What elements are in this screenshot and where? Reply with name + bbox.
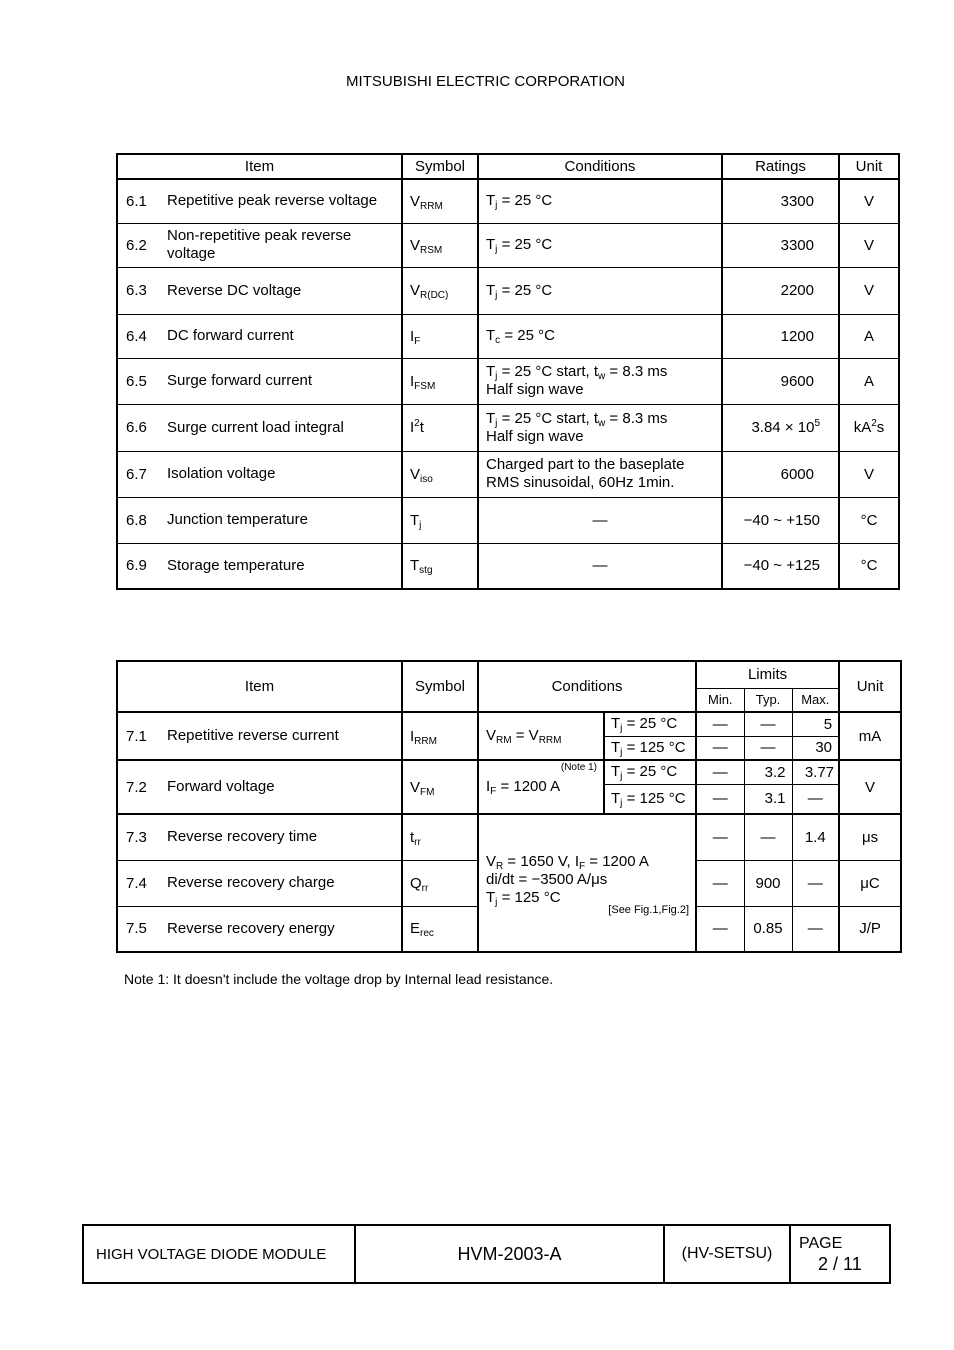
row-symbol: $V_{RRM}$ (402, 179, 478, 223)
header-conditions: Conditions (478, 661, 696, 712)
row-conditions: — (478, 497, 722, 543)
row-conditions: — (478, 543, 722, 589)
row-symbol: $Q_{rr}$ (402, 860, 478, 906)
ratings-table (116, 153, 900, 590)
row-conditions: $T_j = 25$ °C (478, 179, 722, 223)
row-item: Isolation voltage (163, 451, 402, 497)
row-conditions: $T_c = 25$ °C (478, 314, 722, 358)
row-item: Surge current load integral (163, 404, 402, 451)
table-row (117, 760, 901, 784)
row-unit: V (839, 760, 901, 814)
row-rating: 3300 (722, 223, 839, 267)
row-item: Repetitive reverse current (163, 712, 402, 760)
row-unit: V (839, 451, 899, 497)
row-rating: 1200 (722, 314, 839, 358)
limit-typ: — (744, 712, 792, 736)
header-max: Max. (792, 688, 839, 712)
row-symbol: $V_{R(DC)}$ (402, 267, 478, 314)
page-number: 2 / 11 (818, 1254, 862, 1274)
row-symbol: $I_F$ (402, 314, 478, 358)
limit-typ: 3.2 (744, 760, 792, 784)
row-item: Reverse recovery charge (163, 860, 402, 906)
limit-min: — (696, 760, 744, 784)
row-number: 6.5 (117, 358, 163, 404)
table-row (117, 543, 899, 589)
row-unit: V (839, 223, 899, 267)
limit-typ: — (744, 814, 792, 860)
table-row (117, 314, 899, 358)
limit-typ: 0.85 (744, 906, 792, 952)
row-number: 6.7 (117, 451, 163, 497)
row-symbol: $T_{stg}$ (402, 543, 478, 589)
row-item: Surge forward current (163, 358, 402, 404)
row-item: Reverse recovery energy (163, 906, 402, 952)
limit-max: 1.4 (792, 814, 839, 860)
row-symbol: $T_j$ (402, 497, 478, 543)
limit-max: 3.77 (792, 760, 839, 784)
row-symbol: $E_{rec}$ (402, 906, 478, 952)
row-unit: °C (839, 497, 899, 543)
sub-condition: $T_j = 125$ °C (604, 784, 696, 814)
row-symbol: $I_{FSM}$ (402, 358, 478, 404)
row-conditions: $T_j = 25$ °C (478, 223, 722, 267)
footnote: Note 1: It doesn't include the voltage drop by Internal lead resistance. (124, 971, 554, 987)
row-item: DC forward current (163, 314, 402, 358)
row-number: 6.9 (117, 543, 163, 589)
table-row (117, 451, 899, 497)
header-conditions: Conditions (478, 154, 722, 179)
row-conditions: $T_j = 25$ °C start, $t_w = 8.3$ ms Half sign wave (478, 404, 722, 451)
table-row (117, 179, 899, 223)
table-row (117, 404, 899, 451)
header-typ: Typ. (744, 688, 792, 712)
footer-page (791, 1226, 889, 1282)
row-symbol: $I_{RRM}$ (402, 712, 478, 760)
row-number: 6.8 (117, 497, 163, 543)
table-row (117, 267, 899, 314)
row-number: 6.6 (117, 404, 163, 451)
row-item: Reverse DC voltage (163, 267, 402, 314)
row-symbol: $I^2t$ (402, 404, 478, 451)
header-min: Min. (696, 688, 744, 712)
limit-max: — (792, 784, 839, 814)
table-row (117, 712, 901, 736)
row-unit: mA (839, 712, 901, 760)
row-number: 7.3 (117, 814, 163, 860)
row-unit: μs (839, 814, 901, 860)
header-symbol: Symbol (402, 154, 478, 179)
row-unit: μC (839, 860, 901, 906)
row-number: 7.5 (117, 906, 163, 952)
table-row (117, 814, 901, 860)
sub-condition: $T_j = 25$ °C (604, 712, 696, 736)
header-unit: Unit (839, 661, 901, 712)
table-row (117, 223, 899, 267)
row-item: Non-repetitive peak reverse voltage (163, 223, 402, 267)
figure-reference: [See Fig.1,Fig.2] (608, 904, 690, 916)
limit-max: 30 (792, 736, 839, 760)
row-conditions: $V_{RM} = V_{RRM}$ (478, 712, 604, 760)
row-symbol: $V_{iso}$ (402, 451, 478, 497)
row-unit: A (839, 314, 899, 358)
row-number: 7.4 (117, 860, 163, 906)
row-conditions: $T_j = 25$ °C (478, 267, 722, 314)
row-unit: J/P (839, 906, 901, 952)
header-unit: Unit (839, 154, 899, 179)
row-symbol: $V_{RSM}$ (402, 223, 478, 267)
limit-max: 5 (792, 712, 839, 736)
limit-min: — (696, 814, 744, 860)
sub-condition: $T_j = 25$ °C (604, 760, 696, 784)
limit-min: — (696, 712, 744, 736)
row-unit: $kA^2s$ (839, 404, 899, 451)
corporation-header: MITSUBISHI ELECTRIC CORPORATION (346, 73, 625, 90)
table-row (117, 497, 899, 543)
row-unit: A (839, 358, 899, 404)
header-limits: Limits (696, 661, 839, 688)
row-conditions: (Note 1) $I_F = 1200$ A (478, 760, 604, 814)
limit-min: — (696, 736, 744, 760)
limit-typ: 3.1 (744, 784, 792, 814)
header-ratings: Ratings (722, 154, 839, 179)
row-unit: V (839, 179, 899, 223)
limit-typ: 900 (744, 860, 792, 906)
row-rating: 2200 (722, 267, 839, 314)
row-unit: V (839, 267, 899, 314)
row-number: 6.2 (117, 223, 163, 267)
row-number: 7.2 (117, 760, 163, 814)
row-item: Reverse recovery time (163, 814, 402, 860)
row-number: 7.1 (117, 712, 163, 760)
note-reference: (Note 1) (560, 762, 597, 773)
row-symbol: $t_{rr}$ (402, 814, 478, 860)
row-rating: 3300 (722, 179, 839, 223)
row-unit: °C (839, 543, 899, 589)
row-conditions: $T_j = 25$ °C start, $t_w = 8.3$ ms Half sign wave (478, 358, 722, 404)
limit-min: — (696, 784, 744, 814)
row-item: Storage temperature (163, 543, 402, 589)
page-label: PAGE (799, 1235, 843, 1252)
row-item: Repetitive peak reverse voltage (163, 179, 402, 223)
footer-doc-number: HVM-2003-A (356, 1226, 665, 1282)
header-symbol: Symbol (402, 661, 478, 712)
row-rating: $3.84 \times 10^5$ (722, 404, 839, 451)
characteristics-table (116, 660, 902, 953)
row-symbol: $V_{FM}$ (402, 760, 478, 814)
row-number: 6.4 (117, 314, 163, 358)
footer-product: HIGH VOLTAGE DIODE MODULE (84, 1226, 356, 1282)
sub-condition: $T_j = 125$ °C (604, 736, 696, 760)
footer-code: (HV-SETSU) (665, 1226, 791, 1282)
limit-min: — (696, 860, 744, 906)
row-rating: −40 ~ +150 (722, 497, 839, 543)
row-conditions: Charged part to the baseplate RMS sinusoidal, 60Hz 1min. (478, 451, 722, 497)
row-rating: −40 ~ +125 (722, 543, 839, 589)
table-row (117, 358, 899, 404)
header-item: Item (117, 661, 402, 712)
row-rating: 9600 (722, 358, 839, 404)
row-number: 6.3 (117, 267, 163, 314)
row-number: 6.1 (117, 179, 163, 223)
recovery-conditions: $V_R = 1650$ V, $I_F = 1200$ A di/dt = −3500 A/μs $T_j = 125$ °C [See Fig.1,Fig.2] (478, 814, 696, 952)
row-rating: 6000 (722, 451, 839, 497)
limit-typ: — (744, 736, 792, 760)
document-footer (82, 1224, 891, 1284)
limit-min: — (696, 906, 744, 952)
row-item: Forward voltage (163, 760, 402, 814)
limit-max: — (792, 860, 839, 906)
row-item: Junction temperature (163, 497, 402, 543)
header-item: Item (117, 154, 402, 179)
limit-max: — (792, 906, 839, 952)
